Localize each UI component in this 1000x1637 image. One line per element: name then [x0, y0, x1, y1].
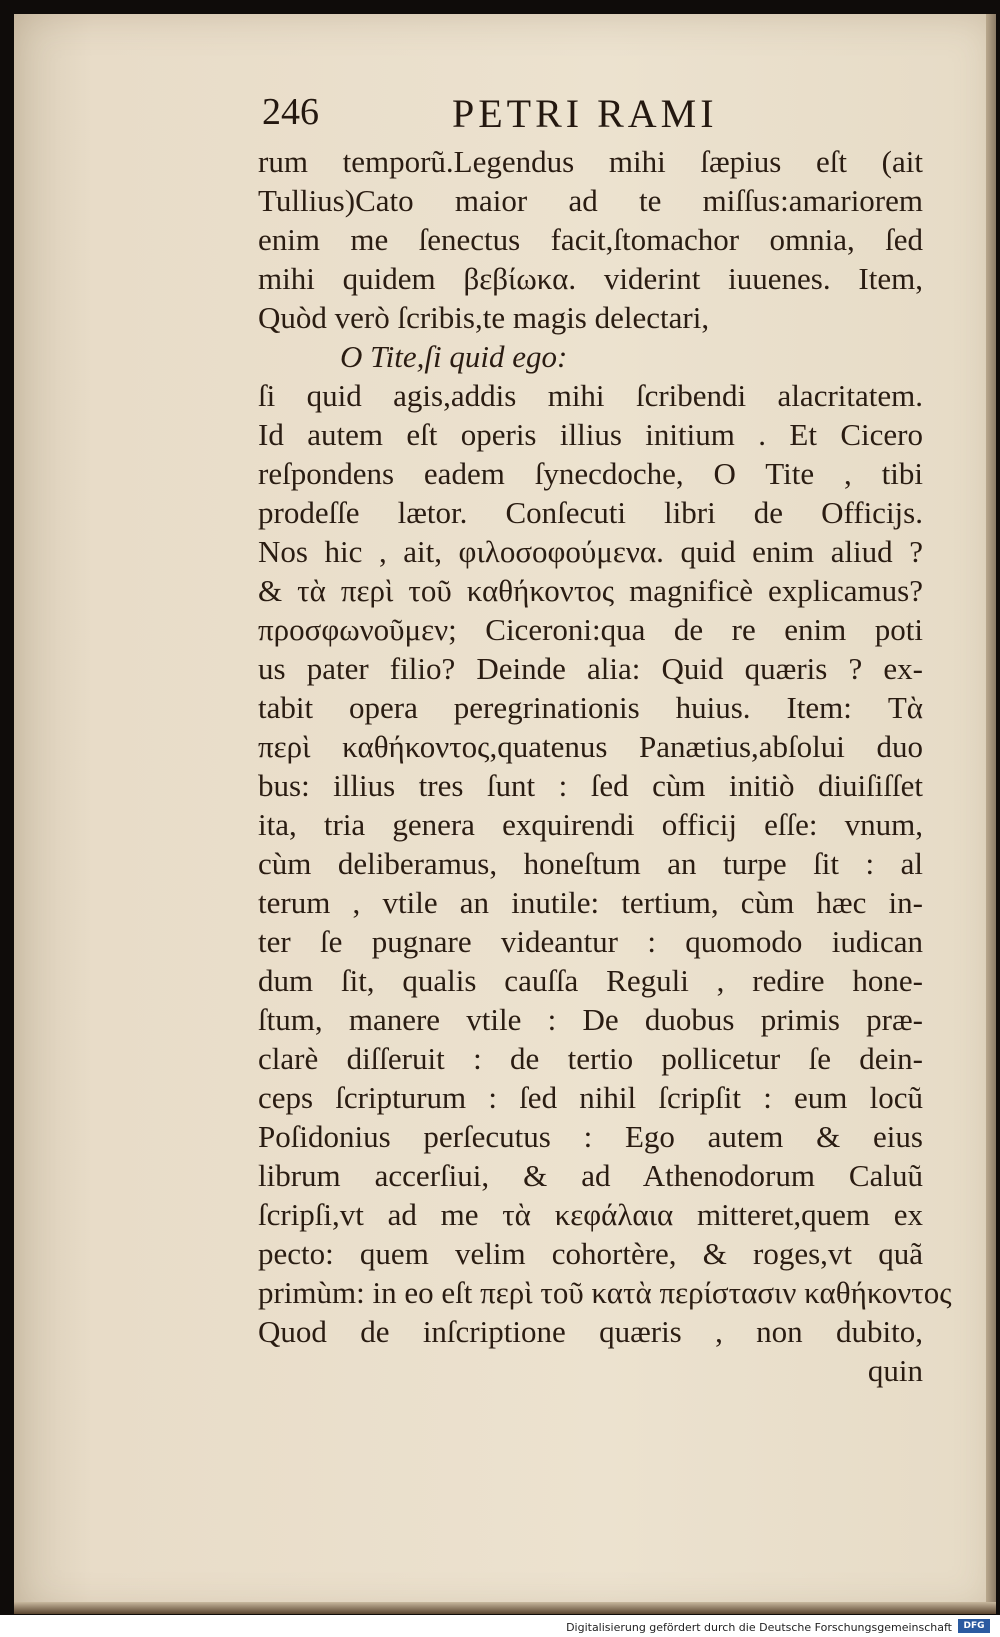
text-line: prodeſſe lætor. Conſecuti libri de Officijs.: [258, 495, 923, 530]
page-number: 246: [262, 91, 319, 133]
text-line: ita, tria genera exquirendi officij eſſe: vnum,: [258, 807, 923, 842]
catchword: quin: [867, 1353, 923, 1388]
page-edge: [986, 14, 996, 1614]
text-line: Nos hic , ait, φιλοσοφούμενα. quid enim aliud ?: [258, 534, 923, 569]
text-line: ter ſe pugnare videantur : quomodo iudican: [258, 924, 923, 959]
text-line: Poſidonius perſecutus : Ego autem & eius: [258, 1119, 923, 1154]
text-line: Tullius)Cato maior ad te miſſus:amariorem: [258, 183, 923, 218]
text-line: cùm deliberamus, honeſtum an turpe ſit : al: [258, 846, 923, 881]
footer-bar: [0, 1615, 1000, 1637]
text-line: ſcripſi,vt ad me τὰ κεφάλαια mitteret,quem ex: [258, 1197, 923, 1232]
text-line: προσφωνοῦμεν; Ciceroni:qua de re enim poti: [258, 612, 923, 647]
text-line: rum temporũ.Legendus mihi ſæpius eſt (ait: [258, 144, 923, 179]
text-line: dum ſit, qualis cauſſa Reguli , redire hone-: [258, 963, 923, 998]
text-line: librum accerſiui, & ad Athenodorum Caluũ: [258, 1158, 923, 1193]
text-line: Quod de inſcriptione quæris , non dubito,: [258, 1314, 923, 1349]
text-line: terum , vtile an inutile: tertium, cùm hæc in-: [258, 885, 923, 920]
page-header: [262, 90, 902, 140]
text-line: & τὰ περὶ τοῦ καθήκοντος magnificè explicamus?: [258, 573, 923, 608]
text-line: tabit opera peregrinationis huius. Item: Τὰ: [258, 690, 923, 725]
text-line: bus: illius tres ſunt : ſed cùm initiò diuiſiſſet: [258, 768, 923, 803]
text-line: Quòd verò ſcribis,te magis delectari,: [258, 300, 710, 335]
text-line: pecto: quem velim cohortère, & roges,vt quã: [258, 1236, 923, 1271]
page-bottom-edge: [14, 1602, 996, 1614]
running-head: PETRI RAMI: [452, 91, 718, 136]
text-line: clarè diſſeruit : de tertio pollicetur ſe dein-: [258, 1041, 923, 1076]
text-line: mihi quidem βεβίωκα. viderint iuuenes. Item,: [258, 261, 923, 296]
footer-credit: Digitalisierung gefördert durch die Deutsche Forschungsgemeinschaft: [566, 1621, 952, 1634]
text-line: περὶ καθήκοντος,quatenus Panætius,abſolui duo: [258, 729, 923, 764]
dfg-logo: DFG: [958, 1619, 990, 1633]
text-line: Id autem eſt operis illius initium . Et Cicero: [258, 417, 923, 452]
body-text: [258, 142, 952, 1390]
quotation-line: O Tite,ſi quid ego:: [340, 339, 568, 374]
text-line: ſi quid agis,addis mihi ſcribendi alacritatem.: [258, 378, 923, 413]
text-line: reſpondens eadem ſynecdoche, O Tite , tibi: [258, 456, 923, 491]
text-line: primùm: in eo eſt περὶ τοῦ κατὰ περίστασιν καθήκοντος: [258, 1275, 952, 1310]
text-line: ceps ſcripturum : ſed nihil ſcripſit : eum locũ: [258, 1080, 923, 1115]
text-line: ſtum, manere vtile : De duobus primis præ-: [258, 1002, 923, 1037]
text-line: us pater filio? Deinde alia: Quid quæris ? ex-: [258, 651, 923, 686]
text-line: enim me ſenectus facit,ſtomachor omnia, ſed: [258, 222, 923, 257]
